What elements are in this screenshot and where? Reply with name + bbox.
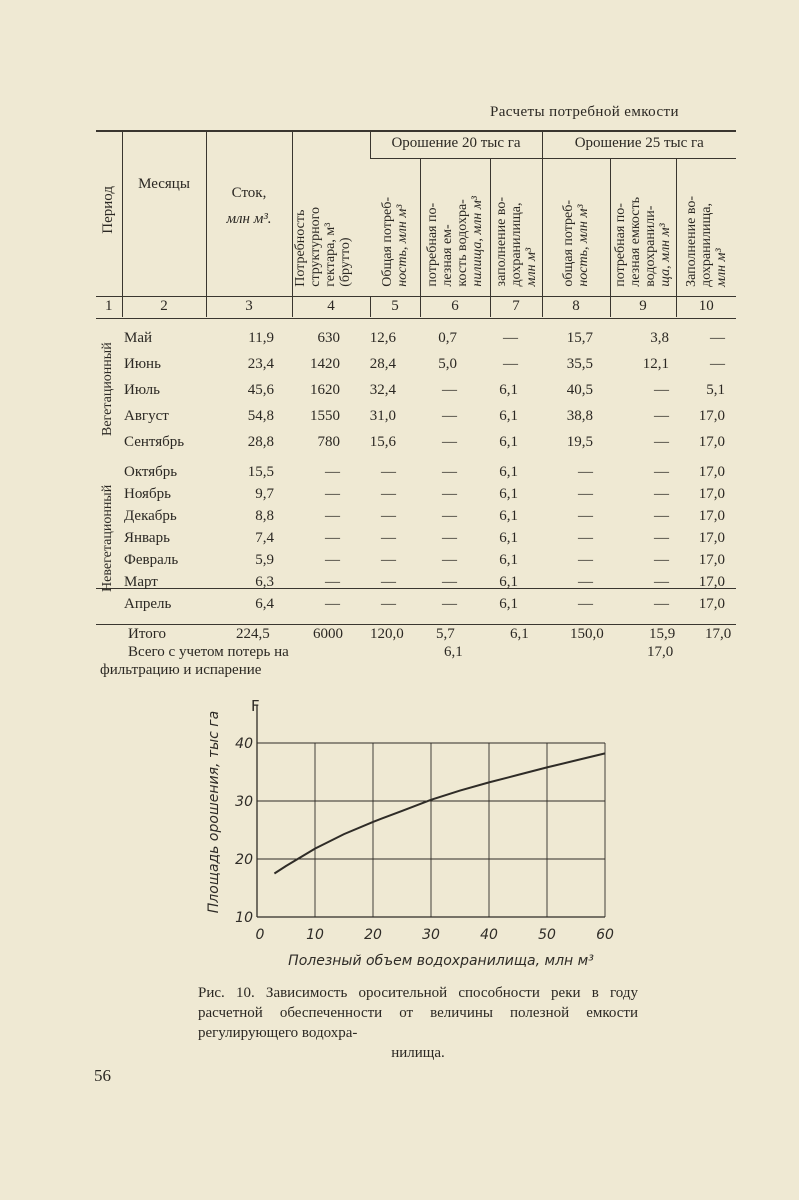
page-number: 56 <box>94 1066 111 1085</box>
cell-c6: — <box>442 574 457 590</box>
cell-c10: 17,0 <box>698 552 725 568</box>
cell-c9: 12,1 <box>642 356 669 372</box>
cell-c10: 17,0 <box>698 434 725 450</box>
cell-month: Апрель <box>124 596 172 612</box>
y-tick-label: 20 <box>235 852 253 868</box>
cell-flow: 7,4 <box>255 530 274 546</box>
cell-c8: — <box>578 574 593 590</box>
cell-c8: — <box>578 596 593 612</box>
series-line <box>274 753 605 873</box>
corner-label-f: F <box>251 697 260 715</box>
cell-c8: — <box>578 464 593 480</box>
cell-c6: — <box>442 382 457 398</box>
table-row <box>96 330 736 352</box>
cell-c9: — <box>654 574 669 590</box>
totals-c6: 5,7 <box>436 626 455 642</box>
col-number: 3 <box>206 296 292 317</box>
cell-month: Май <box>124 330 153 346</box>
x-tick-label: 50 <box>538 927 556 943</box>
cell-c5: — <box>381 552 396 568</box>
col-number: 7 <box>490 296 542 317</box>
x-tick-label: 40 <box>480 927 498 943</box>
cell-flow: 45,6 <box>247 382 274 398</box>
cell-c10: — <box>710 330 725 346</box>
cell-c9: — <box>654 434 669 450</box>
cell-c9: — <box>654 552 669 568</box>
cell-c5: 31,0 <box>369 408 396 424</box>
table-row <box>96 486 736 508</box>
cell-need: 780 <box>317 434 340 450</box>
col-number: 1 <box>105 298 113 314</box>
cell-month: Октябрь <box>124 464 178 480</box>
caption-main: Рис. 10. Зависимость оросительной способности реки в году расчетной обеспеченности от величины полезной емкости регулирующего водохра- <box>198 985 638 1041</box>
cell-c8: — <box>578 552 593 568</box>
cell-c10: 17,0 <box>698 596 725 612</box>
cell-c9: — <box>654 486 669 502</box>
cell-c9: — <box>654 464 669 480</box>
cell-month: Март <box>124 574 158 590</box>
y-tick-label: 30 <box>235 794 253 810</box>
cell-month: Январь <box>124 530 170 546</box>
cell-month: Сентябрь <box>124 434 185 450</box>
cell-need: — <box>325 596 340 612</box>
totals-flow: 224,5 <box>236 626 270 642</box>
cell-c7: 6,1 <box>499 486 518 502</box>
data-table-region <box>96 130 736 628</box>
cell-need: — <box>325 530 340 546</box>
cell-flow: 23,4 <box>247 356 274 372</box>
cell-c8: 15,7 <box>566 330 593 346</box>
cell-c9: — <box>654 508 669 524</box>
totals-c9: 15,9 <box>649 626 676 642</box>
col-number: 9 <box>610 296 676 317</box>
cell-month: Июль <box>124 382 160 398</box>
cell-c10: 17,0 <box>698 530 725 546</box>
cell-month: Декабрь <box>124 508 177 524</box>
cell-c6: 5,0 <box>438 356 457 372</box>
cell-flow: 5,9 <box>255 552 274 568</box>
cell-c5: — <box>381 486 396 502</box>
cell-month: Февраль <box>124 552 179 568</box>
cell-need: — <box>325 486 340 502</box>
col-number: 8 <box>542 296 610 317</box>
totals-c7: 6,1 <box>510 626 529 642</box>
totals-block <box>96 626 756 686</box>
cell-c8: 35,5 <box>566 356 593 372</box>
column-numbers-row <box>96 296 736 317</box>
cell-c5: — <box>381 596 396 612</box>
y-tick-label: 40 <box>235 736 253 752</box>
cell-need: — <box>325 552 340 568</box>
table-row <box>96 434 736 456</box>
totals-c8: 150,0 <box>570 626 604 642</box>
cell-c10: 17,0 <box>698 464 725 480</box>
x-axis-title: Полезный объем водохранилища, млн м³ <box>288 953 594 969</box>
totals-loss-line2: фильтрацию и испарение <box>100 662 262 678</box>
group-20-header: Орошение 20 тыс га <box>370 130 542 158</box>
table-row <box>96 356 736 378</box>
col10-header: Заполнение во- дохранилища, млн м³ <box>676 158 736 296</box>
cell-c6: — <box>442 408 457 424</box>
running-header: Расчеты потребной емкости <box>490 104 679 120</box>
table-row <box>96 408 736 430</box>
group-25-header: Орошение 25 тыс га <box>542 130 736 158</box>
table-bottom-rule <box>96 624 736 625</box>
table-row <box>96 574 736 596</box>
cell-c8: 40,5 <box>566 382 593 398</box>
cell-c6: — <box>442 434 457 450</box>
col6-header: потребная по- лезная ем- кость водохра- нилища, млн м³ <box>420 158 490 296</box>
period-nonvegetation-label: Невегетационный <box>100 484 115 592</box>
cell-c6: — <box>442 464 457 480</box>
x-tick-label: 0 <box>255 927 265 943</box>
cell-flow: 28,8 <box>247 434 274 450</box>
cell-flow: 54,8 <box>247 408 274 424</box>
cell-c7: 6,1 <box>499 574 518 590</box>
cell-c5: — <box>381 574 396 590</box>
cell-c5: 12,6 <box>369 330 396 346</box>
cell-c5: 15,6 <box>369 434 396 450</box>
cell-c10: 17,0 <box>698 408 725 424</box>
col5-header: Общая потреб- ность, млн м³ <box>379 196 410 287</box>
cell-c6: — <box>442 552 457 568</box>
col-number: 6 <box>420 296 490 317</box>
col-months-header: Месяцы <box>122 130 206 296</box>
cell-month: Август <box>124 408 169 424</box>
cell-c6: — <box>442 596 457 612</box>
cell-c10: — <box>710 356 725 372</box>
col8-header: общая потреб- ность, млн м³ <box>542 158 610 296</box>
cell-c6: — <box>442 508 457 524</box>
totals-label: Итого <box>128 626 166 642</box>
x-tick-label: 10 <box>306 927 324 943</box>
data-table <box>96 130 736 317</box>
cell-c9: — <box>654 408 669 424</box>
cell-c7: 6,1 <box>499 552 518 568</box>
chart <box>200 695 640 975</box>
table-row <box>96 464 736 486</box>
cell-flow: 6,4 <box>255 596 274 612</box>
cell-c9: 3,8 <box>650 330 669 346</box>
cell-need: — <box>325 464 340 480</box>
numbers-bottom-rule <box>96 318 736 319</box>
cell-flow: 6,3 <box>255 574 274 590</box>
cell-c9: — <box>654 530 669 546</box>
cell-c10: 5,1 <box>706 382 725 398</box>
table-row <box>96 530 736 552</box>
cell-c7: 6,1 <box>499 464 518 480</box>
cell-need: 1550 <box>310 408 340 424</box>
cell-c7: — <box>503 330 518 346</box>
col-need-header: Потребность структурного гектара, м³ (брутто) <box>292 130 370 296</box>
cell-flow: 8,8 <box>255 508 274 524</box>
totals-c10: 17,0 <box>705 626 732 642</box>
totals-need: 6000 <box>313 626 343 642</box>
table-row <box>96 596 736 618</box>
cell-c8: — <box>578 530 593 546</box>
y-tick-label: 10 <box>235 910 253 926</box>
cell-c7: 6,1 <box>499 530 518 546</box>
cell-flow: 9,7 <box>255 486 274 502</box>
cell-c8: 38,8 <box>566 408 593 424</box>
cell-need: — <box>325 508 340 524</box>
totals-loss-c6: 6,1 <box>444 644 463 660</box>
cell-need: — <box>325 574 340 590</box>
cell-c10: 17,0 <box>698 508 725 524</box>
table-row <box>96 382 736 404</box>
totals-c5: 120,0 <box>370 626 404 642</box>
cell-c5: — <box>381 508 396 524</box>
figure-caption <box>198 983 638 1063</box>
col-number: 4 <box>292 296 370 317</box>
y-axis-title: Площадь орошения, тыс га <box>206 710 222 914</box>
cell-c9: — <box>654 596 669 612</box>
cell-flow: 11,9 <box>248 330 274 346</box>
col7-header: заполнение во- дохранилища, млн м³ <box>490 158 542 296</box>
cell-need: 1620 <box>310 382 340 398</box>
cell-c7: 6,1 <box>499 508 518 524</box>
cell-c6: — <box>442 486 457 502</box>
cell-need: 630 <box>317 330 340 346</box>
cell-c6: — <box>442 530 457 546</box>
col-number: 2 <box>122 296 206 317</box>
totals-loss-c9: 17,0 <box>647 644 674 660</box>
col-number: 10 <box>676 296 736 317</box>
x-tick-label: 20 <box>364 927 382 943</box>
cell-c8: 19,5 <box>566 434 593 450</box>
cell-c5: 32,4 <box>369 382 396 398</box>
caption-last: нилища. <box>391 1045 445 1061</box>
cell-month: Июнь <box>124 356 161 372</box>
cell-month: Ноябрь <box>124 486 171 502</box>
cell-c7: — <box>503 356 518 372</box>
col-flow-header: Сток, млн м³. <box>206 130 292 296</box>
cell-c7: 6,1 <box>499 408 518 424</box>
cell-c5: — <box>381 464 396 480</box>
x-tick-label: 30 <box>422 927 440 943</box>
cell-c9: — <box>654 382 669 398</box>
table-row <box>96 508 736 530</box>
col-number: 5 <box>370 296 420 317</box>
cell-c6: 0,7 <box>438 330 457 346</box>
cell-c10: 17,0 <box>698 574 725 590</box>
col-period-header: Период <box>100 186 117 235</box>
cell-c8: — <box>578 508 593 524</box>
cell-c7: 6,1 <box>499 434 518 450</box>
cell-c5: 28,4 <box>369 356 396 372</box>
cell-flow: 15,5 <box>247 464 274 480</box>
cell-c7: 6,1 <box>499 596 518 612</box>
col9-header: потребная по- лезная емкость водохранили- ща, млн м³ <box>610 158 676 296</box>
cell-need: 1420 <box>310 356 340 372</box>
period-vegetation-label: Вегетационный <box>100 342 115 436</box>
totals-loss-line1: Всего с учетом потерь на <box>128 644 289 660</box>
cell-c5: — <box>381 530 396 546</box>
cell-c8: — <box>578 486 593 502</box>
table-row <box>96 552 736 574</box>
x-tick-label: 60 <box>596 927 614 943</box>
cell-c7: 6,1 <box>499 382 518 398</box>
cell-c10: 17,0 <box>698 486 725 502</box>
